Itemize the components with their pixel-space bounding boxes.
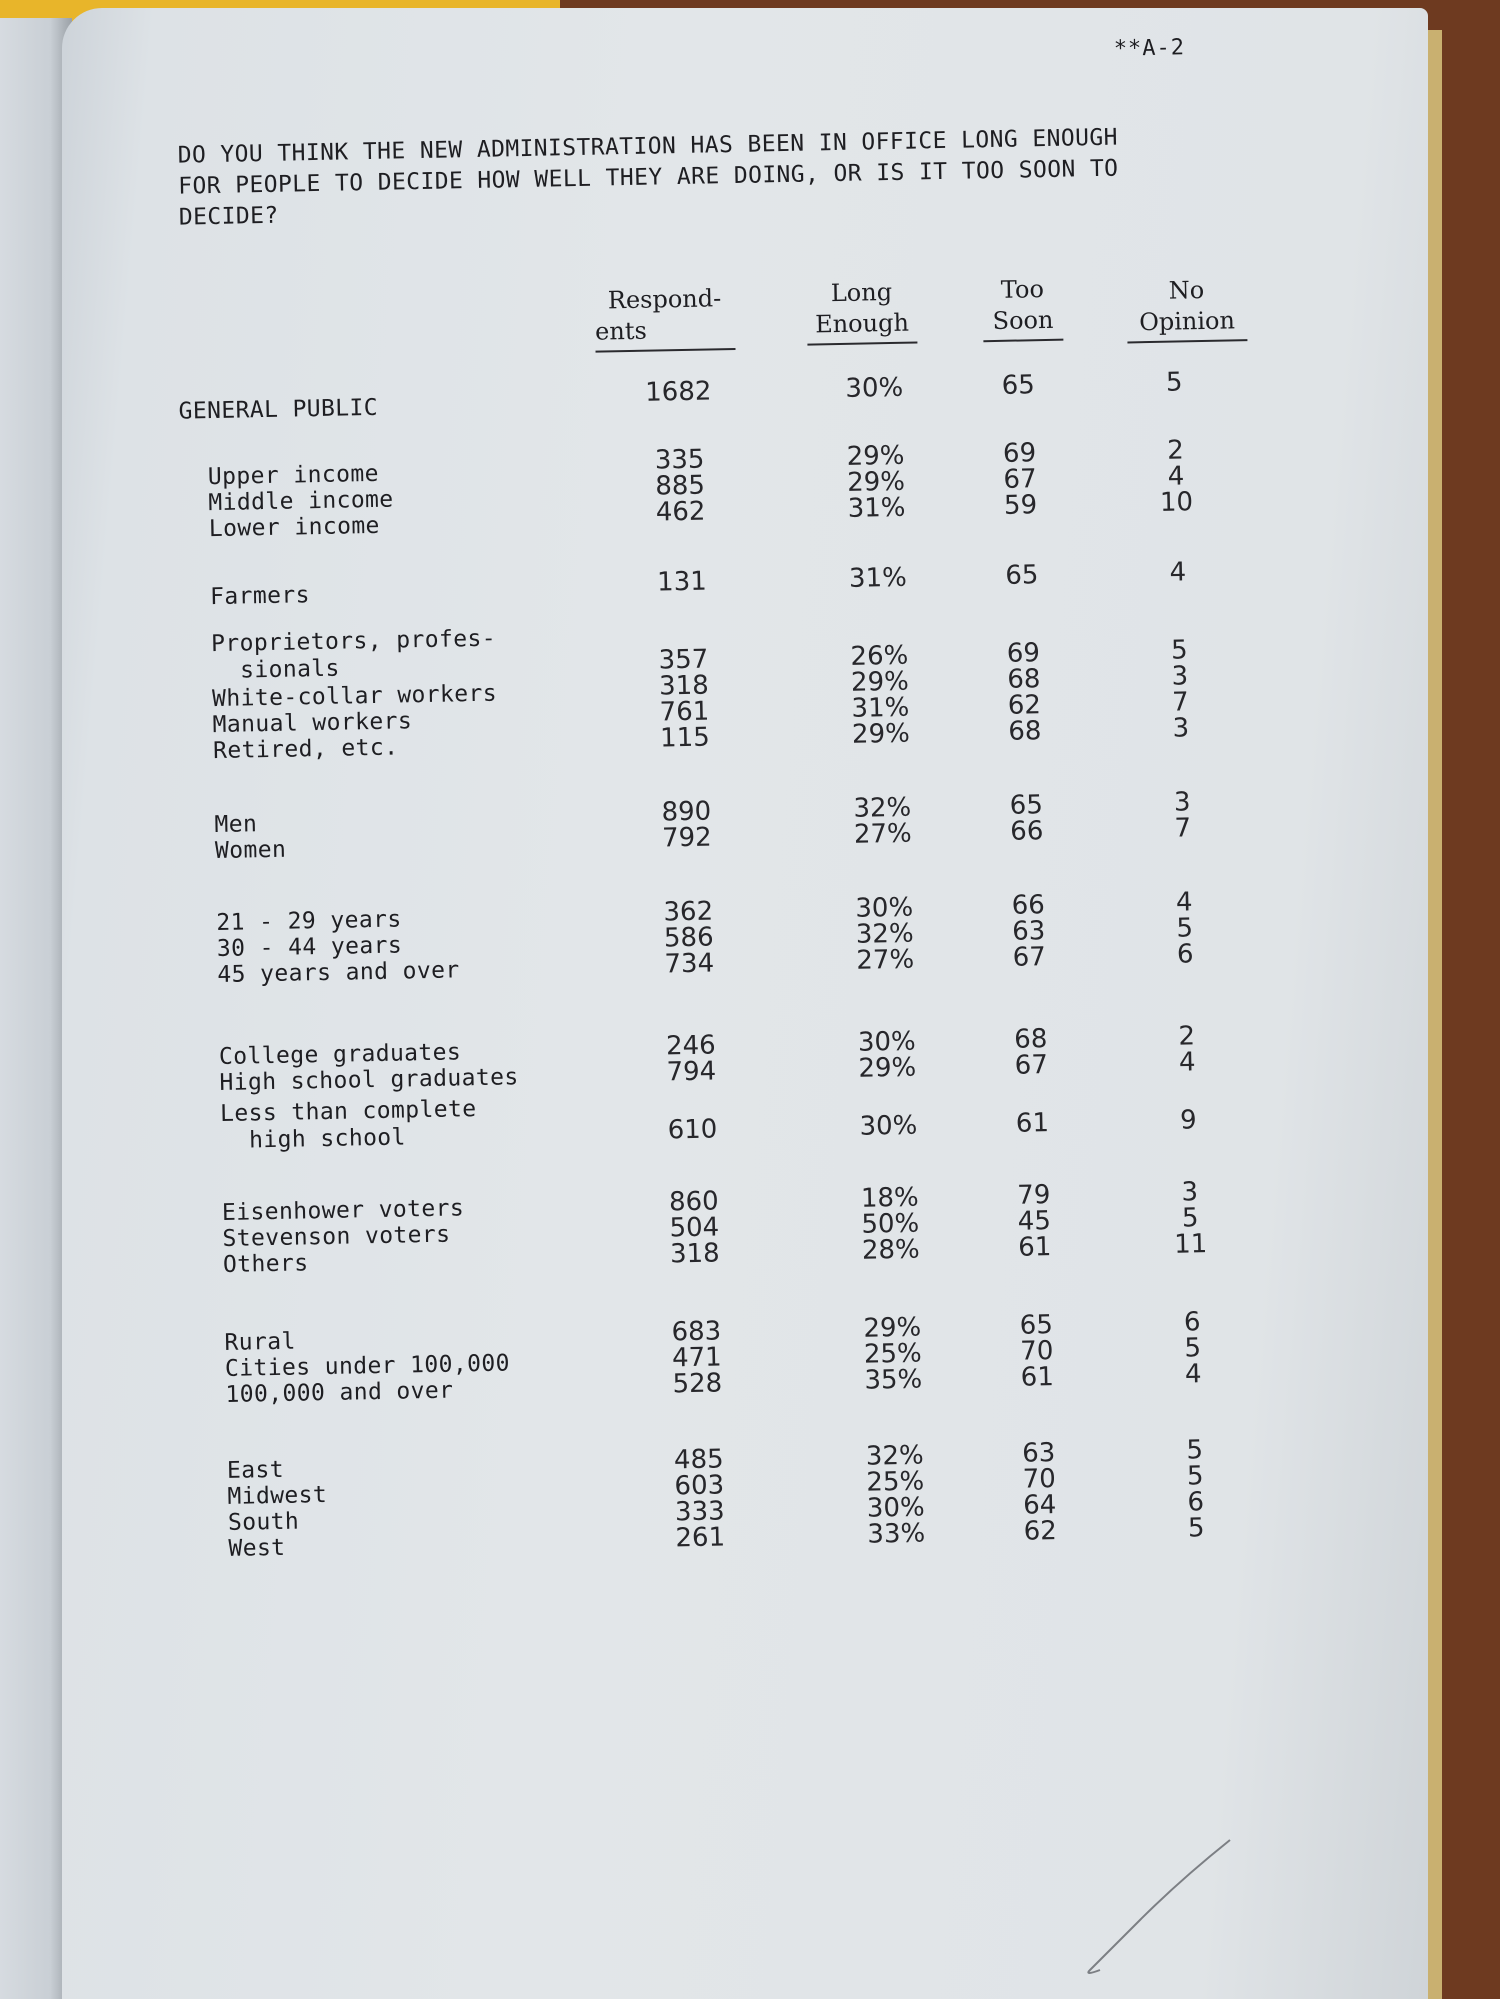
respondents-value: 586 [663, 922, 714, 954]
too-soon-value: 63 [1011, 916, 1046, 947]
column-header-no-opinion: No Opinion [1126, 274, 1247, 343]
too-soon-value: 68 [1008, 716, 1042, 747]
long-enough-value: 32% [855, 918, 914, 950]
long-enough-value: 29% [863, 1312, 922, 1344]
row-label: Stevenson voters [222, 1221, 451, 1252]
no-opinion-value: 4 [1169, 557, 1187, 588]
too-soon-value: 67 [1014, 1050, 1049, 1081]
no-opinion-value: 3 [1181, 1177, 1199, 1208]
no-opinion-value: 5 [1186, 1461, 1204, 1492]
too-soon-value: 61 [1015, 1108, 1050, 1139]
too-soon-value: 62 [1023, 1516, 1058, 1547]
respondents-value: 246 [665, 1030, 716, 1062]
respondents-value: 318 [669, 1238, 720, 1270]
respondents-value: 794 [666, 1056, 717, 1088]
respondents-value: 318 [658, 670, 710, 702]
long-enough-value: 31% [847, 492, 906, 524]
respondents-value: 603 [674, 1470, 725, 1502]
respondents-value: 362 [663, 896, 714, 928]
no-opinion-value: 2 [1178, 1021, 1196, 1052]
respondents-value: 734 [664, 948, 715, 980]
row-label: Middle income [208, 486, 394, 517]
long-enough-value: 30% [855, 892, 914, 924]
no-opinion-value: 3 [1171, 661, 1189, 692]
long-enough-value: 28% [861, 1234, 921, 1266]
long-enough-value: 32% [853, 792, 912, 824]
question-line: FOR PEOPLE TO DECIDE HOW WELL THEY ARE DOING, OR IS IT TOO SOON TO [178, 155, 1119, 200]
too-soon-value: 79 [1016, 1180, 1051, 1211]
too-soon-value: 69 [1006, 638, 1041, 669]
row-label: Midwest [227, 1482, 328, 1510]
long-enough-value: 30% [866, 1492, 925, 1524]
row-label: Farmers [209, 582, 311, 611]
long-enough-value: 25% [863, 1338, 922, 1370]
row-label: High school graduates [219, 1064, 519, 1097]
row-label: Eisenhower voters [221, 1195, 465, 1226]
too-soon-value: 68 [1007, 664, 1041, 695]
respondents-value: 485 [673, 1444, 724, 1476]
too-soon-value: 65 [1005, 560, 1039, 591]
long-enough-value: 25% [866, 1466, 925, 1498]
too-soon-value: 45 [1017, 1206, 1052, 1237]
respondents-value: 335 [654, 444, 705, 476]
row-label: East [226, 1456, 285, 1484]
respondents-value: 610 [667, 1114, 718, 1146]
respondents-value: 462 [655, 496, 706, 528]
no-opinion-value: 4 [1167, 461, 1185, 492]
row-label: Retired, etc. [212, 734, 399, 765]
no-opinion-value: 3 [1172, 713, 1190, 744]
row-label: 21 - 29 years [216, 906, 402, 937]
long-enough-value: 27% [856, 944, 915, 976]
respondents-value: 683 [671, 1316, 722, 1348]
respondents-value: 860 [668, 1186, 719, 1218]
row-label: Less than complete [219, 1096, 477, 1127]
too-soon-value: 66 [1009, 816, 1044, 847]
no-opinion-value: 7 [1171, 687, 1189, 718]
column-header-respondents: Respond- ents [594, 283, 735, 353]
too-soon-value: 61 [1017, 1232, 1052, 1263]
respondents-value: 761 [659, 696, 710, 728]
row-label: South [227, 1508, 300, 1536]
no-opinion-value: 6 [1187, 1487, 1205, 1518]
no-opinion-value: 2 [1166, 435, 1185, 466]
no-opinion-value: 10 [1159, 487, 1194, 518]
respondents-value: 792 [661, 822, 712, 854]
row-label: GENERAL PUBLIC [178, 394, 379, 425]
too-soon-value: 62 [1007, 690, 1042, 721]
long-enough-value: 29% [846, 440, 905, 472]
long-enough-value: 26% [850, 640, 909, 672]
respondents-value: 885 [655, 470, 706, 502]
row-label: White-collar workers [211, 680, 498, 713]
row-label: 100,000 and over [225, 1377, 454, 1408]
no-opinion-value: 3 [1173, 787, 1191, 818]
too-soon-value: 59 [1003, 490, 1038, 521]
too-soon-value: 64 [1022, 1490, 1057, 1521]
long-enough-value: 18% [860, 1182, 920, 1214]
row-label: high school [220, 1124, 407, 1154]
pencil-mark [1060, 1820, 1260, 1980]
row-label: Men [214, 811, 258, 839]
long-enough-value: 27% [853, 818, 913, 850]
no-opinion-value: 4 [1175, 887, 1193, 918]
no-opinion-value: 4 [1178, 1047, 1196, 1078]
long-enough-value: 29% [850, 666, 910, 698]
respondents-value: 528 [672, 1368, 723, 1400]
no-opinion-value: 5 [1181, 1203, 1199, 1234]
row-label: 45 years and over [217, 957, 460, 989]
long-enough-value: 31% [848, 562, 908, 594]
too-soon-value: 65 [1019, 1310, 1054, 1341]
long-enough-value: 29% [858, 1052, 917, 1084]
row-label: Lower income [208, 512, 381, 543]
too-soon-value: 66 [1011, 890, 1046, 921]
respondents-value: 890 [661, 796, 712, 828]
row-label: West [228, 1534, 286, 1562]
row-label: 30 - 44 years [216, 932, 403, 963]
survey-question [177, 120, 1239, 233]
respondents-value: 1682 [644, 376, 712, 408]
no-opinion-value: 5 [1170, 635, 1188, 666]
too-soon-value: 67 [1003, 464, 1037, 495]
too-soon-value: 67 [1012, 942, 1047, 973]
no-opinion-value: 5 [1187, 1513, 1205, 1544]
no-opinion-value: 7 [1174, 813, 1192, 844]
too-soon-value: 69 [1002, 438, 1037, 469]
question-line: DO YOU THINK THE NEW ADMINISTRATION HAS BEEN IN OFFICE LONG ENOUGH [177, 124, 1119, 169]
long-enough-value: 32% [865, 1440, 924, 1472]
long-enough-value: 29% [851, 718, 911, 750]
no-opinion-value: 6 [1176, 939, 1194, 970]
too-soon-value: 70 [1019, 1336, 1054, 1367]
too-soon-value: 65 [1009, 790, 1044, 821]
row-label: Cities under 100,000 [224, 1350, 511, 1382]
respondents-value: 131 [656, 566, 708, 598]
long-enough-value: 50% [861, 1208, 920, 1240]
respondents-value: 504 [669, 1212, 720, 1244]
row-label: College graduates [218, 1039, 462, 1071]
page-code: **A-2 [1113, 35, 1186, 62]
respondents-value: 115 [659, 722, 711, 754]
question-line: DECIDE? [178, 202, 279, 231]
row-label: Proprietors, profes- [210, 625, 497, 658]
no-opinion-value: 4 [1184, 1359, 1202, 1390]
no-opinion-value: 5 [1165, 367, 1183, 398]
long-enough-value: 33% [867, 1518, 926, 1550]
long-enough-value: 30% [857, 1026, 917, 1058]
column-header-too-soon: Too Soon [982, 274, 1063, 343]
column-header-long-enough: Long Enough [806, 276, 917, 345]
too-soon-value: 70 [1022, 1464, 1057, 1495]
row-label: sionals [211, 655, 341, 685]
too-soon-value: 68 [1013, 1024, 1048, 1055]
no-opinion-value: 5 [1184, 1333, 1202, 1364]
respondents-value: 471 [671, 1342, 722, 1374]
long-enough-value: 35% [864, 1364, 923, 1396]
long-enough-value: 30% [845, 372, 904, 404]
long-enough-value: 29% [846, 466, 906, 498]
row-label: Women [214, 836, 287, 865]
respondents-value: 261 [675, 1522, 726, 1554]
too-soon-value: 63 [1021, 1438, 1056, 1469]
row-label: Rural [224, 1328, 296, 1356]
no-opinion-value: 6 [1183, 1307, 1201, 1338]
long-enough-value: 31% [851, 692, 910, 724]
no-opinion-value: 5 [1186, 1435, 1204, 1466]
no-opinion-value: 5 [1176, 913, 1194, 944]
respondents-value: 333 [674, 1496, 725, 1528]
too-soon-value: 61 [1020, 1362, 1055, 1393]
no-opinion-value: 11 [1173, 1229, 1208, 1260]
respondents-value: 357 [658, 644, 709, 676]
long-enough-value: 30% [859, 1110, 918, 1142]
row-label: Others [222, 1250, 309, 1278]
no-opinion-value: 9 [1179, 1105, 1197, 1136]
too-soon-value: 65 [1001, 370, 1036, 401]
row-label: Manual workers [212, 708, 413, 739]
row-label: Upper income [207, 460, 380, 491]
